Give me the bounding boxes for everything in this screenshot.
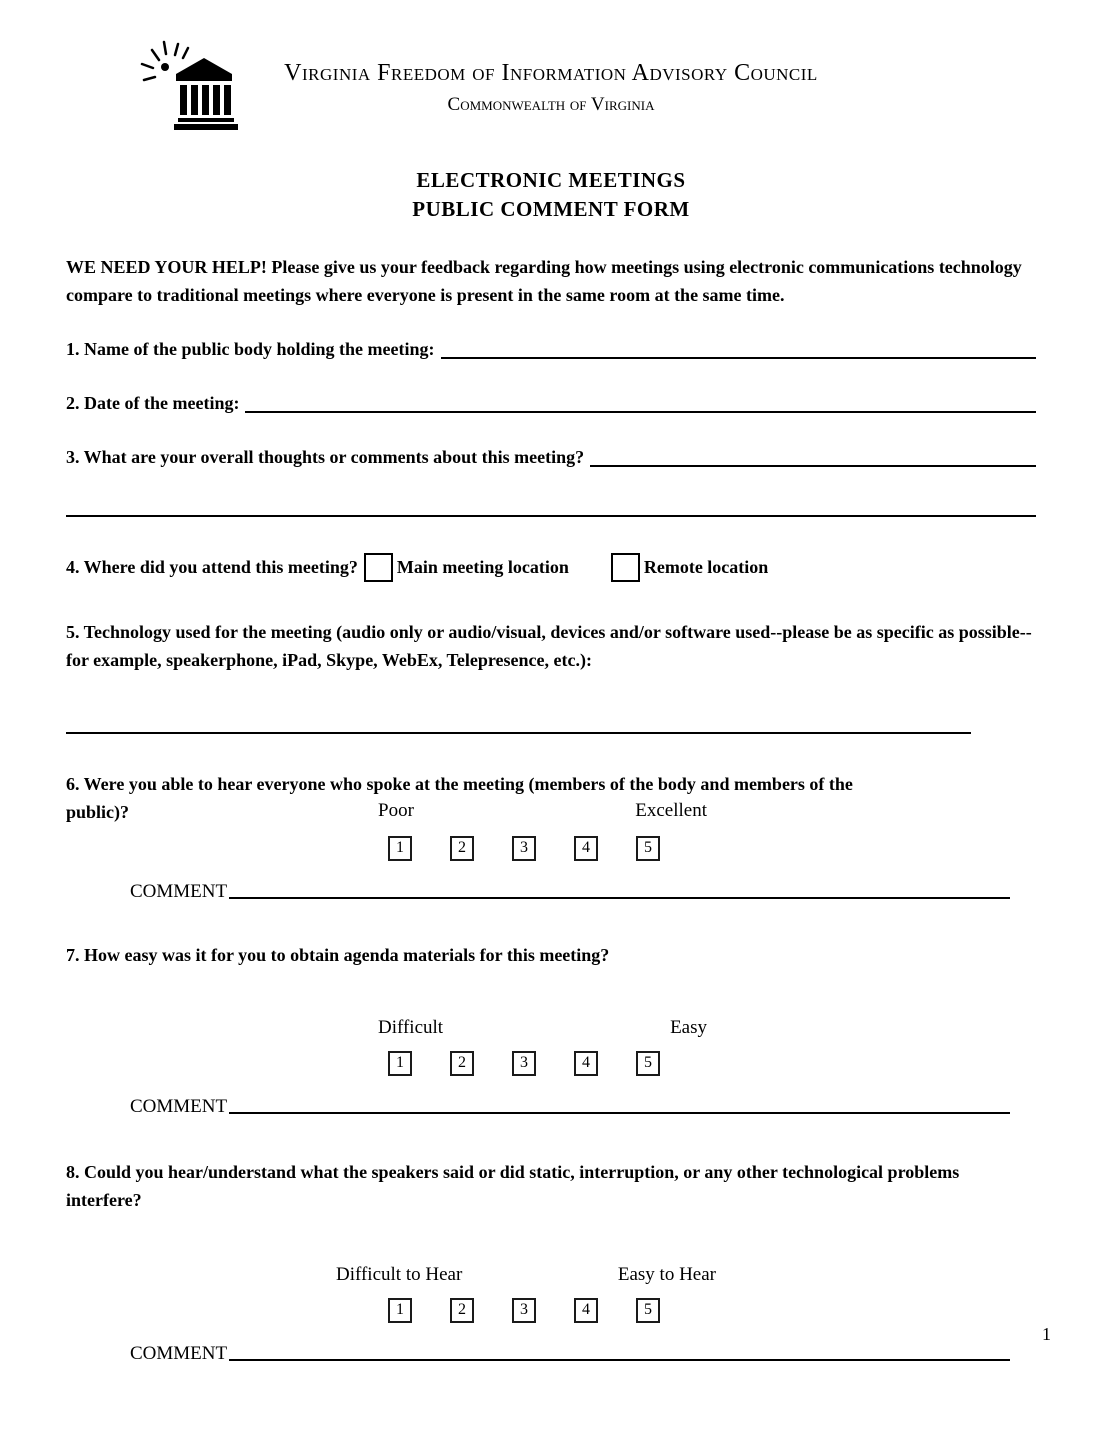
q2-blank-line[interactable] xyxy=(245,411,1036,413)
q6-label-tail: public)? xyxy=(66,801,130,822)
q7-comment-line[interactable] xyxy=(229,1112,1010,1114)
q3-blank-line[interactable] xyxy=(590,465,1036,467)
q5-label: 5. Technology used for the meeting (audio only or audio/visual, devices and/or software used--please be as specific as possible--for example, speakerphone, iPad, Skype, WebEx, Telepresence, etc.): xyxy=(66,621,1032,670)
q6-scale-box-1[interactable]: 1 xyxy=(388,836,412,861)
q7-comment-row xyxy=(130,1096,1010,1118)
question-1 xyxy=(66,335,1036,363)
q6-label: 6. Were you able to hear everyone who spoke at the meeting (members of the body and members of the xyxy=(66,773,853,794)
form-title-line1: ELECTRONIC MEETINGS xyxy=(416,168,686,192)
form-title xyxy=(66,166,1036,225)
q8-label: 8. Could you hear/understand what the speakers said or did static, interruption, or any other technological problems interfere? xyxy=(66,1161,960,1210)
q6-scale-high-label: Excellent xyxy=(635,799,707,821)
question-3 xyxy=(66,443,1036,471)
q4-option-remote-label: Remote location xyxy=(643,557,769,578)
q3-label: 3. What are your overall thoughts or comments about this meeting? xyxy=(66,446,585,467)
q5-blank-line[interactable] xyxy=(66,732,971,734)
q7-scale-box-4[interactable]: 4 xyxy=(574,1051,598,1076)
q7-scale-box-3[interactable]: 3 xyxy=(512,1051,536,1076)
q6-comment-row xyxy=(130,881,1010,903)
q8-comment-row xyxy=(130,1343,1010,1365)
question-7 xyxy=(66,1015,1036,1118)
q8-scale-low-label: Difficult to Hear xyxy=(336,1263,463,1285)
q8-scale-box-2[interactable]: 2 xyxy=(450,1298,474,1323)
q8-scale-box-4[interactable]: 4 xyxy=(574,1298,598,1323)
org-subtitle: Commonwealth of Virginia xyxy=(447,94,655,115)
q6-label-tail-row xyxy=(66,798,1036,826)
q7-scale-high-label: Easy xyxy=(670,1016,707,1038)
q8-scale-box-3[interactable]: 3 xyxy=(512,1298,536,1323)
header xyxy=(66,42,1036,142)
q4-remote-location-checkbox[interactable] xyxy=(611,553,640,582)
q4-label: 4. Where did you attend this meeting? xyxy=(66,557,358,578)
q7-comment-label: COMMENT xyxy=(130,1095,228,1117)
q3-blank-line-2[interactable] xyxy=(66,515,1036,517)
q2-label: 2. Date of the meeting: xyxy=(66,392,240,413)
q1-label: 1. Name of the public body holding the meeting: xyxy=(66,338,435,359)
q6-comment-line[interactable] xyxy=(229,897,1010,899)
q7-scale xyxy=(388,1051,1036,1076)
q7-scale-box-2[interactable]: 2 xyxy=(450,1051,474,1076)
q6-scale-labels xyxy=(378,798,707,824)
q8-scale-box-5[interactable]: 5 xyxy=(636,1298,660,1323)
page-number: 1 xyxy=(1042,1324,1051,1344)
q8-scale-box-1[interactable]: 1 xyxy=(388,1298,412,1323)
q4-main-location-checkbox[interactable] xyxy=(364,553,393,582)
q6-comment-label: COMMENT xyxy=(130,880,228,902)
intro-text: WE NEED YOUR HELP! Please give us your feedback regarding how meetings using electronic communications technology compare to traditional meetings where everyone is present in the same room at the same time. xyxy=(66,256,1022,305)
q6-scale-box-4[interactable]: 4 xyxy=(574,836,598,861)
q8-comment-label: COMMENT xyxy=(130,1342,228,1364)
q1-blank-line[interactable] xyxy=(441,357,1036,359)
question-4 xyxy=(66,553,1036,582)
q6-scale-box-3[interactable]: 3 xyxy=(512,836,536,861)
capitol-building-icon xyxy=(138,40,242,136)
q4-option-main-label: Main meeting location xyxy=(396,557,569,578)
form-title-line2: PUBLIC COMMENT FORM xyxy=(412,197,690,222)
q6-scale-box-5[interactable]: 5 xyxy=(636,836,660,861)
q8-scale-labels xyxy=(336,1262,716,1288)
q8-comment-line[interactable] xyxy=(229,1359,1010,1361)
q7-scale-box-1[interactable]: 1 xyxy=(388,1051,412,1076)
q8-scale-high-label: Easy to Hear xyxy=(617,1263,716,1285)
q6-scale xyxy=(388,836,1036,861)
question-8 xyxy=(66,1262,1036,1365)
q7-scale-box-5[interactable]: 5 xyxy=(636,1051,660,1076)
org-name: Virginia Freedom of Information Advisory Council xyxy=(284,60,818,86)
q8-scale xyxy=(388,1298,1036,1323)
q7-label: 7. How easy was it for you to obtain agenda materials for this meeting? xyxy=(66,944,610,965)
q7-scale-labels xyxy=(378,1015,707,1041)
q6-scale-low-label: Poor xyxy=(378,799,414,821)
q6-scale-box-2[interactable]: 2 xyxy=(450,836,474,861)
question-6 xyxy=(66,770,1036,903)
q7-scale-low-label: Difficult xyxy=(378,1016,444,1038)
question-2 xyxy=(66,389,1036,417)
